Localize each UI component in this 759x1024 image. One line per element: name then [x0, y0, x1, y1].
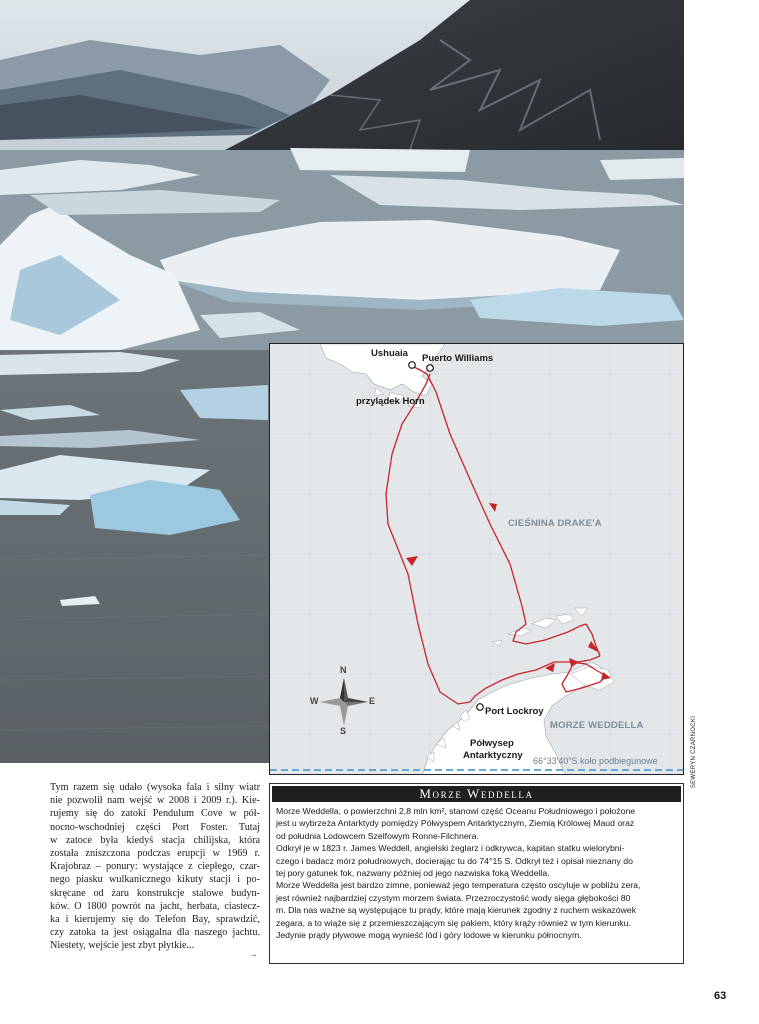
body-line: została zniszczona podczas erupcji w 1969 r. [50, 848, 260, 860]
compass-n: N [340, 665, 347, 675]
body-line: skręcane od żaru konstrukcje stalowe budyn- [50, 887, 260, 899]
photo-credit-text: SEWERYN CZARNOCKI [691, 715, 697, 789]
continue-arrow-icon: → [248, 949, 258, 960]
label-peninsula-1: Półwysep [470, 738, 514, 749]
label-cape-horn: przylądek Horn [356, 396, 425, 407]
compass-e: E [369, 696, 376, 706]
infobox-line: Odkrył je w 1823 r. James Weddell, angielski żeglarz i odkrywca, kapitan statku wielorybni- [276, 843, 625, 854]
body-line: Niestety, wejście jest zbyt płytkie... [50, 940, 195, 952]
label-puerto-williams: Puerto Williams [422, 353, 494, 364]
port-lockroy-marker [477, 704, 484, 711]
body-line: ków. O 1800 powrót na jacht, herbata, ciastecz- [50, 900, 260, 912]
infobox-line: od południa Lodowcem Szelfowym Ronne-Filchnera. [276, 830, 479, 841]
compass-s: S [340, 726, 347, 736]
sailing-route [386, 366, 606, 704]
label-ushuaia: Ushuaia [371, 348, 408, 359]
body-line: Tym razem się udało (wysoka fala i silny wiatr [50, 782, 260, 793]
compass-w: W [310, 696, 319, 706]
infobox-text [276, 805, 680, 941]
route-arrows [406, 503, 611, 680]
infobox-title: Morze Weddella [272, 786, 681, 802]
body-line: rujemy się do zatoki Pendulum Cove w pół- [50, 808, 260, 820]
route-map [269, 343, 684, 775]
ushuaia-marker [409, 362, 416, 369]
route-map-graphic [270, 344, 684, 775]
label-peninsula-2: Antarktyczny [463, 750, 523, 761]
label-weddell-sea: MORZE WEDDELLA [550, 720, 644, 731]
compass-rose-icon [320, 678, 368, 726]
body-line: nocno-wschodniej części Port Foster. Tutaj [50, 821, 260, 833]
body-line: nego piasku wulkanicznego kikuty stacji i po- [50, 874, 260, 886]
body-line: w zatoce była kiedyś stacja chilijska, która [50, 834, 260, 846]
infobox-line: tej pory gatunek fok, nazwany później od jego nazwiska foką Weddella. [276, 868, 550, 879]
body-line: Krajobraz – ponury: wystające z ciepłego, czar- [50, 861, 260, 873]
infobox-line: m. Dla nas ważne są występujące tu prądy, które mają kierunek zgodny z ruchem wskazówek [276, 905, 637, 916]
infobox-line: jest również najbardziej czystym morzem świata. Przezroczystość wody sięga głębokości 80 [276, 892, 631, 903]
weddell-sea-infobox [269, 783, 684, 964]
body-line: ka i kierujemy się do Telefon Bay, sprawdzić, [50, 914, 260, 926]
label-port-lockroy: Port Lockroy [485, 706, 544, 717]
puerto-williams-marker [427, 365, 434, 372]
page-number: 63 [714, 990, 727, 1002]
article-body-column [50, 781, 260, 953]
infobox-line: zegara, a to wiąże się z przemieszczającym się pakiem, który krąży również w tym kierunku. [276, 917, 631, 928]
body-line: nie pozwolił nam wejść w 2008 i 2009 r.). Kie- [50, 795, 260, 807]
body-line: czy zatoka ta jest osiągalna dla naszego jachtu. [50, 927, 260, 939]
infobox-line: czego i badacz mórz południowych, docierając tu do 74°15 S. Odkrył też i opisał nieznany do [276, 855, 633, 866]
infobox-line: Morze Weddella jest bardzo zimne, ponieważ jego temperatura często oscyluje w pobliżu zera, [276, 880, 641, 891]
infobox-line: Jedynie prądy pływowe mogą wynieść lód i góry lodowe w kierunku północnym. [276, 930, 582, 941]
label-drake-passage: CIEŚNINA DRAKE'A [508, 518, 602, 529]
infobox-line: jest u wybrzeża Antarktydy pomiędzy Półwyspem Antarktycznym, Ziemią Królowej Maud oraz [276, 818, 635, 829]
infobox-line: Morze Weddella, o powierzchni 2,8 mln km², stanowi część Oceanu Południowego i położone [276, 806, 636, 816]
photo-credit [688, 712, 700, 792]
label-polar-circle: 66°33'40"S koło podbiegunowe [533, 756, 658, 766]
